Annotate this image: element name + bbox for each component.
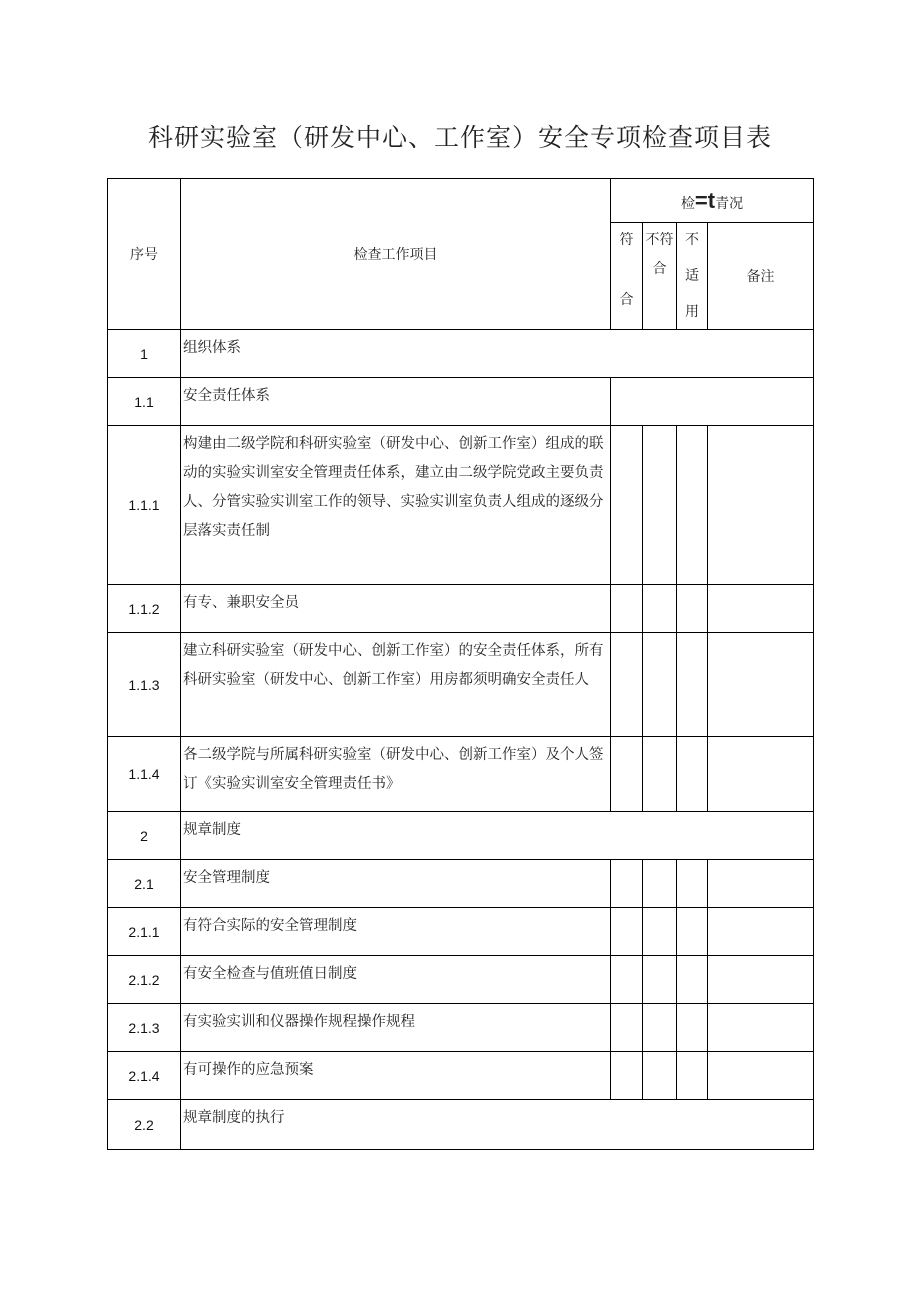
remark-cell[interactable] [708, 956, 814, 1004]
nonconform-cell[interactable] [643, 860, 677, 908]
row-seq: 2.1.3 [108, 1004, 181, 1052]
not-applicable-cell[interactable] [677, 585, 708, 633]
table-row [108, 860, 814, 908]
conform-cell[interactable] [611, 956, 643, 1004]
check-cell-merged[interactable] [611, 378, 814, 426]
row-seq: 1.1.3 [108, 633, 181, 737]
remark-cell[interactable] [708, 908, 814, 956]
row-item: 安全管理制度 [181, 860, 611, 908]
conform-cell[interactable] [611, 860, 643, 908]
nonconform-cell[interactable] [643, 426, 677, 585]
conform-header: 符 合 [611, 223, 643, 330]
row-item: 建立科研实验室（研发中心、创新工作室）的安全责任体系，所有科研实验室（研发中心、创新工作室）用房都须明确安全责任人 [181, 633, 611, 737]
not-applicable-cell[interactable] [677, 908, 708, 956]
row-seq: 1.1.1 [108, 426, 181, 585]
conform-cell[interactable] [611, 426, 643, 585]
row-seq: 2.2 [108, 1100, 181, 1150]
not-applicable-cell[interactable] [677, 1004, 708, 1052]
remark-cell[interactable] [708, 426, 814, 585]
remark-cell[interactable] [708, 1004, 814, 1052]
row-item: 有可操作的应急预案 [181, 1052, 611, 1100]
conform-cell[interactable] [611, 737, 643, 812]
remark-cell[interactable] [708, 1052, 814, 1100]
table-row [108, 585, 814, 633]
table-row [108, 908, 814, 956]
conform-cell[interactable] [611, 908, 643, 956]
table-row [108, 1052, 814, 1100]
row-item: 有符合实际的安全管理制度 [181, 908, 611, 956]
table-row [108, 812, 814, 860]
header-row [108, 179, 814, 223]
nonconform-cell[interactable] [643, 1052, 677, 1100]
nonconform-cell[interactable] [643, 633, 677, 737]
inspection-table [107, 178, 814, 1150]
table-row [108, 330, 814, 378]
conform-cell[interactable] [611, 633, 643, 737]
not-applicable-cell[interactable] [677, 737, 708, 812]
table-row [108, 737, 814, 812]
row-item: 规章制度 [181, 812, 814, 860]
row-seq: 2.1 [108, 860, 181, 908]
not-applicable-cell[interactable] [677, 1052, 708, 1100]
table-row [108, 1004, 814, 1052]
table-row [108, 956, 814, 1004]
remark-cell[interactable] [708, 633, 814, 737]
row-item: 各二级学院与所属科研实验室（研发中心、创新工作室）及个人签订《实验实训室安全管理责任书》 [181, 737, 611, 812]
row-item: 规章制度的执行 [181, 1100, 814, 1150]
row-seq: 2 [108, 812, 181, 860]
table-row [108, 426, 814, 585]
row-item: 构建由二级学院和科研实验室（研发中心、创新工作室）组成的联动的实验实训室安全管理责任体系，建立由二级学院党政主要负责人、分管实验实训室工作的领导、实验实训室负责人组成的逐级分层落实责任制 [181, 426, 611, 585]
row-seq: 1.1.2 [108, 585, 181, 633]
not-applicable-cell[interactable] [677, 956, 708, 1004]
not-applicable-cell[interactable] [677, 860, 708, 908]
row-item: 有专、兼职安全员 [181, 585, 611, 633]
row-item: 有安全检查与值班值日制度 [181, 956, 611, 1004]
row-item: 有实验实训和仪器操作规程操作规程 [181, 1004, 611, 1052]
row-seq: 2.1.1 [108, 908, 181, 956]
conform-cell[interactable] [611, 585, 643, 633]
remark-header: 备注 [708, 223, 814, 330]
not-applicable-header: 不 适 用 [677, 223, 708, 330]
nonconform-cell[interactable] [643, 585, 677, 633]
check-status-label: 检=t青况 [680, 187, 744, 213]
check-status-header [611, 179, 814, 223]
seq-header: 序号 [108, 179, 181, 330]
row-seq: 1 [108, 330, 181, 378]
nonconform-cell[interactable] [643, 737, 677, 812]
nonconform-cell[interactable] [643, 908, 677, 956]
nonconform-header: 不符 合 [643, 223, 677, 330]
not-applicable-cell[interactable] [677, 426, 708, 585]
row-seq: 2.1.2 [108, 956, 181, 1004]
remark-cell[interactable] [708, 737, 814, 812]
not-applicable-cell[interactable] [677, 633, 708, 737]
remark-cell[interactable] [708, 860, 814, 908]
conform-cell[interactable] [611, 1004, 643, 1052]
page-title: 科研实验室（研发中心、工作室）安全专项检查项目表 [147, 123, 772, 152]
table-row [108, 633, 814, 737]
item-header: 检查工作项目 [181, 179, 611, 330]
row-seq: 1.1 [108, 378, 181, 426]
row-item: 组织体系 [181, 330, 814, 378]
row-item: 安全责任体系 [181, 378, 611, 426]
conform-cell[interactable] [611, 1052, 643, 1100]
table-row [108, 378, 814, 426]
remark-cell[interactable] [708, 585, 814, 633]
nonconform-cell[interactable] [643, 956, 677, 1004]
row-seq: 1.1.4 [108, 737, 181, 812]
table-row [108, 1100, 814, 1150]
nonconform-cell[interactable] [643, 1004, 677, 1052]
row-seq: 2.1.4 [108, 1052, 181, 1100]
